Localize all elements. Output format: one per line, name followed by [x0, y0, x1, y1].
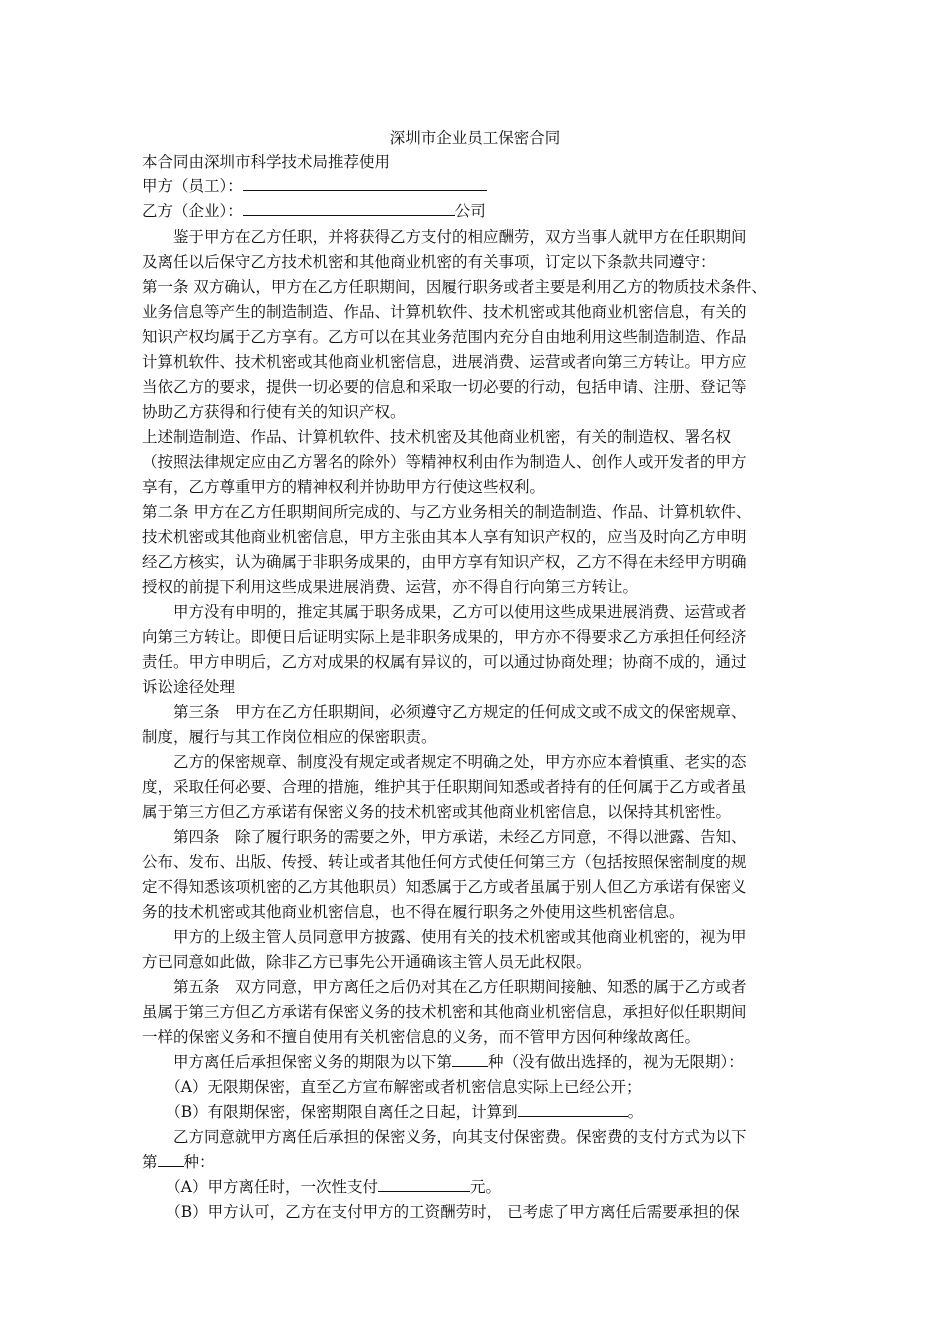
text-line: 务的技术机密或其他商业机密信息，也不得在履行职务之外使用这些机密信息。 [142, 903, 685, 921]
text-line: 上述制造制造、作品、计算机软件、技术机密及其他商业机密，有关的制造权、署名权 [142, 428, 732, 446]
term-prefix: 甲方离任后承担保密义务的期限为以下第 [142, 1053, 453, 1071]
text-line: 经乙方核实，认为确属于非职务成果的，由甲方享有知识产权，乙方不得在未经甲方明确 [142, 553, 747, 571]
term-line [142, 1050, 808, 1075]
text-line: 授权的前提下利用这些成果进展消费、运营，亦不得自行向第三方转让。 [142, 578, 639, 596]
recommend-line: 本合同由深圳市科学技术局推荐使用 [142, 153, 391, 171]
text-line: 乙方的保密规章、制度没有规定或者规定不明确之处，甲方亦应本着慎重、老实的态 [142, 753, 747, 771]
fee-option-b: （B）甲方认可，乙方在支付甲方的工资酬劳时， 已考虑了甲方离任后需要承担的保 [142, 1203, 740, 1221]
text-line: 知识产权均属于乙方享有。乙方可以在其业务范围内充分自由地利用这些制造制造、作品 [142, 328, 747, 346]
text-line: 及离任以后保守乙方技术机密和其他商业机密的有关事项，订定以下条款共同遵守： [142, 253, 716, 271]
term-suffix: 种（没有做出选择的，视为无限期）： [488, 1053, 744, 1071]
text-line: 向第三方转让。即便日后证明实际上是非职务成果的，甲方亦不得要求乙方承担任何经济 [142, 628, 747, 646]
text-line: 甲方的上级主管人员同意甲方披露、使用有关的技术机密或其他商业机密的，视为甲 [142, 928, 747, 946]
text-line: 第一条 双方确认，甲方在乙方任职期间，因履行职务或者主要是利用乙方的物质技术条件、 [142, 278, 767, 296]
text-line: 享有，乙方尊重甲方的精神权利并协助甲方行使这些权利。 [142, 478, 546, 496]
text-line: 度，采取任何必要、合理的措施，维护其于任职期间知悉或者持有的任何属于乙方或者虽 [142, 778, 747, 796]
party-a-line [142, 174, 808, 199]
text-line: 第三条 甲方在乙方任职期间，必须遵守乙方规定的任何成文或不成文的保密规章、 [142, 703, 747, 721]
fee-option-a-prefix: （A）甲方离任时，一次性支付 [142, 1178, 378, 1196]
party-b-line [142, 199, 808, 224]
party-a-label: 甲方（员工）： [142, 177, 243, 195]
text-line: 责任。甲方申明后，乙方对成果的权属有异议的，可以通过协商处理；协商不成的，通过 [142, 653, 747, 671]
text-line: 方已同意如此做，除非乙方已事先公开通确该主管人员无此权限。 [142, 953, 592, 971]
fee-option-a [142, 1175, 808, 1200]
fee-choice-prefix: 第 [142, 1153, 158, 1171]
text-line: 制度，履行与其工作岗位相应的保密职责。 [142, 728, 437, 746]
text-line: 虽属于第三方但乙方承诺有保密义务的技术机密和其他商业机密信息，承担好似任职期间 [142, 1003, 747, 1021]
fee-option-a-suffix: 元。 [469, 1178, 501, 1196]
document-title: 深圳市企业员工保密合同 [389, 129, 561, 147]
option-b-prefix: （B）有限期保密，保密期限自离任之日起，计算到 [142, 1103, 518, 1121]
fee-choice-suffix: 种： [183, 1153, 215, 1171]
party-b-label: 乙方（企业）： [142, 202, 243, 220]
text-line: 第二条 甲方在乙方任职期间所完成的、与乙方业务相关的制造制造、作品、计算机软件、 [142, 503, 752, 521]
text-line: 一样的保密义务和不擅自使用有关机密信息的义务，而不管甲方因何种缘故离任。 [142, 1028, 701, 1046]
option-b-suffix: 。 [627, 1103, 644, 1121]
text-line: 技术机密或其他商业机密信息，甲方主张由其本人享有知识产权的，应当及时向乙方申明 [142, 528, 747, 546]
text-line: （按照法律规定应由乙方署名的除外）等精神权利由作为制造人、创作人或开发者的甲方 [142, 453, 747, 471]
party-b-suffix: 公司 [454, 202, 486, 220]
party-b-blank [243, 199, 455, 216]
text-line: 第五条 双方同意，甲方离任之后仍对其在乙方任职期间接触、知悉的属于乙方或者 [142, 978, 747, 996]
fee-amount-blank [378, 1175, 470, 1192]
text-line: 当依乙方的要求，提供一切必要的信息和采取一切必要的行动，包括申请、注册、登记等 [142, 378, 747, 396]
fee-choice-blank [158, 1150, 184, 1167]
option-a-unlimited: （A）无限期保密，直至乙方宣布解密或者机密信息实际上已经公开； [142, 1078, 642, 1096]
option-b-limited [142, 1100, 808, 1125]
text-line: 第四条 除了履行职务的需要之外，甲方承诺，未经乙方同意，不得以泄露、告知、 [142, 828, 747, 846]
text-line: 定不得知悉该项机密的乙方其他职员）知悉属于乙方或者虽属于别人但乙方承诺有保密义 [142, 878, 747, 896]
body-text [142, 225, 808, 1225]
text-line: 甲方没有申明的，推定其属于职务成果，乙方可以使用这些成果进展消费、运营或者 [142, 603, 747, 621]
text-line: 业务信息等产生的制造制造、作品、计算机软件、技术机密或其他商业机密信息，有关的 [142, 303, 747, 321]
text-line: 协助乙方获得和行使有关的知识产权。 [142, 403, 406, 421]
term-date-blank [518, 1100, 628, 1117]
text-line: 计算机软件、技术机密或其他商业机密信息，进展消费、运营或者向第三方转让。甲方应 [142, 353, 747, 371]
text-line: 鉴于甲方在乙方任职，并将获得乙方支付的相应酬劳，双方当事人就甲方在任职期间 [142, 228, 747, 246]
text-line: 属于第三方但乙方承诺有保密义务的技术机密或其他商业机密信息，以保持其机密性。 [142, 803, 732, 821]
fee-line: 乙方同意就甲方离任后承担的保密义务，向其支付保密费。保密费的支付方式为以下 [142, 1128, 747, 1146]
party-a-blank [243, 174, 487, 191]
text-line: 公布、发布、出版、传授、转让或者其他任何方式使任何第三方（包括按照保密制度的规 [142, 853, 747, 871]
text-line: 诉讼途径处理 [142, 678, 236, 696]
term-choice-blank [452, 1050, 488, 1067]
fee-choice-line [142, 1150, 808, 1175]
